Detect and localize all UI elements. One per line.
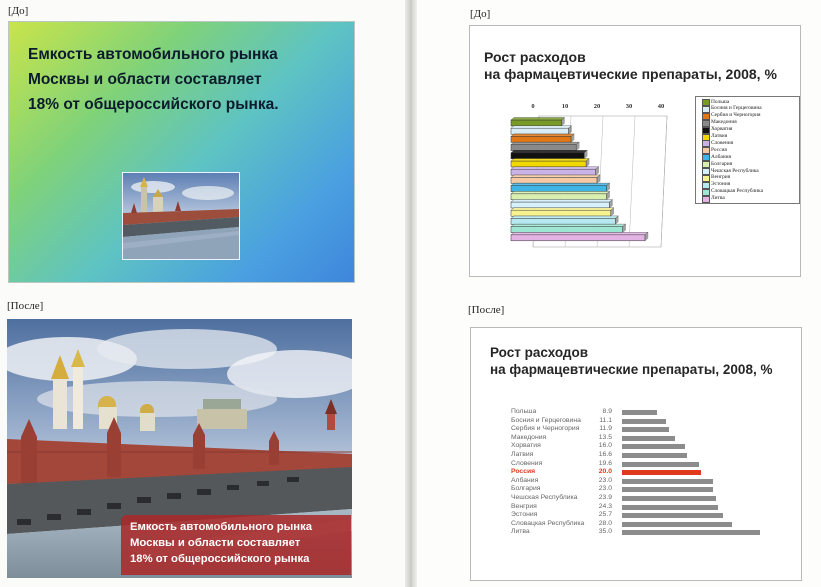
slide-after-line-2: Москвы и области составляет xyxy=(130,537,301,549)
chart-after-category-label: Македония xyxy=(511,433,547,441)
chart-before-bar xyxy=(511,216,618,225)
chart-before-legend-swatch xyxy=(702,196,710,203)
chart-before-title-line-1: Рост расходов xyxy=(484,49,586,65)
chart-after-category-label: Польша xyxy=(511,408,537,415)
chart-after-value-label: 23.9 xyxy=(598,494,612,501)
chart-after-value-label: 23.0 xyxy=(598,476,612,484)
chart-before-bar xyxy=(511,150,587,159)
chart-before-tick-label: 10 xyxy=(561,103,569,110)
chart-after-value-label: 28.0 xyxy=(598,519,612,527)
chart-before-bar xyxy=(511,208,614,217)
chart-before-legend-label: Хорватия xyxy=(711,126,733,133)
chart-after-title-line-2: на фармацевтические препараты, 2008, % xyxy=(490,362,773,377)
caption-before-right: [До] xyxy=(470,8,491,20)
kremlin-photo-small xyxy=(123,173,239,259)
kremlin-photo-small-image xyxy=(123,173,239,259)
slide-before-line-2: Москвы и области составляет xyxy=(28,71,262,88)
slide-after-line-3: 18% от общероссийского рынка xyxy=(130,553,310,565)
slide-after-line-1: Емкость автомобильного рынка xyxy=(130,521,313,533)
chart-after-category-label: Словения xyxy=(511,459,543,467)
chart-after-value-label: 16.6 xyxy=(598,451,612,458)
chart-before-bar xyxy=(511,118,564,127)
caption-after-right: [После] xyxy=(468,304,505,316)
chart-after-bar xyxy=(622,427,669,432)
chart-after-value-label: 8.9 xyxy=(602,408,612,415)
chart-after-bar xyxy=(622,436,675,441)
chart-before-legend-label: Эстония xyxy=(711,181,731,188)
chart-after-bar xyxy=(622,487,713,492)
chart-before-bar xyxy=(511,167,599,176)
chart-before-legend-label: Чешская Республика xyxy=(711,167,759,174)
caption-after-left: [После] xyxy=(7,300,44,312)
slide-before-text xyxy=(28,42,348,117)
chart-before-legend-label: Латвия xyxy=(711,133,728,139)
chart-before-bar xyxy=(511,224,626,233)
chart-after-category-label: Россия xyxy=(511,468,536,476)
chart-before-legend-label: Словения xyxy=(711,139,734,146)
chart-after-bar xyxy=(622,419,666,424)
chart-before-tick-label: 20 xyxy=(593,103,601,110)
chart-after-value-label: 24.3 xyxy=(598,502,612,510)
chart-before-tick-label: 0 xyxy=(531,103,535,110)
slide-before-line-3: 18% от общероссийского рынка. xyxy=(28,96,279,113)
chart-before-bar xyxy=(511,134,574,143)
chart-before-bar xyxy=(511,200,612,209)
caption-before-left: [До] xyxy=(8,5,29,17)
chart-before-plot xyxy=(500,96,680,256)
chart-before-legend-label: Сербия и Черногория xyxy=(711,112,761,119)
chart-before-bar xyxy=(511,232,648,241)
chart-after-value-label: 19.6 xyxy=(598,459,612,467)
chart-before-bar xyxy=(511,142,579,151)
chart-after-value-label: 35.0 xyxy=(598,528,612,536)
chart-after-bar xyxy=(622,505,718,510)
chart-after-category-label: Босния и Герцеговина xyxy=(511,416,581,424)
chart-before-legend-label: Литва xyxy=(711,195,725,202)
chart-after-category-label: Чешская Республика xyxy=(511,494,578,501)
chart-before-legend-label: Босния и Герцеговина xyxy=(711,105,762,112)
chart-after-title-line-1: Рост расходов xyxy=(490,345,589,360)
chart-after-value-label: 20.0 xyxy=(598,468,612,476)
chart-after-category-label: Сербия и Черногория xyxy=(511,425,580,433)
chart-after-value-label: 23.0 xyxy=(598,485,612,493)
chart-before-legend-label: Словацкая Республика xyxy=(711,188,763,195)
chart-after-bar xyxy=(622,410,657,415)
chart-before-title-line-2: на фармацевтические препараты, 2008, % xyxy=(484,66,777,82)
slide-before-line-1: Емкость автомобильного рынка xyxy=(28,46,278,63)
chart-before-legend-label: Польша xyxy=(711,98,730,105)
chart-after-bar xyxy=(622,470,701,475)
chart-after-value-label: 11.9 xyxy=(599,425,612,433)
chart-after-value-label: 11.1 xyxy=(599,416,612,424)
chart-after-category-label: Болгария xyxy=(511,485,541,493)
chart-after-bar xyxy=(622,496,716,501)
chart-after-bar xyxy=(622,522,732,527)
chart-after-value-label: 13.5 xyxy=(598,433,612,441)
book-gutter xyxy=(405,0,417,587)
chart-before-tick-label: 30 xyxy=(625,103,633,110)
chart-after-bar xyxy=(622,462,699,467)
chart-after-category-label: Словацкая Республика xyxy=(511,519,585,527)
chart-before-bar xyxy=(511,126,572,135)
chart-after-value-label: 16.0 xyxy=(598,442,612,450)
chart-after-category-label: Албания xyxy=(511,476,539,484)
chart-after-category-label: Хорватия xyxy=(511,442,541,450)
chart-before-legend-label: Албания xyxy=(711,153,731,160)
chart-after-category-label: Венгрия xyxy=(511,502,537,510)
chart-after-value-label: 25.7 xyxy=(598,511,612,519)
chart-before-title xyxy=(484,49,804,83)
chart-after-bar xyxy=(622,444,685,449)
chart-before-bar xyxy=(511,159,589,168)
chart-before-bar xyxy=(511,191,610,200)
slide-after-text xyxy=(130,519,352,567)
chart-before-legend-label: Россия xyxy=(711,146,727,153)
chart-after-category-label: Эстония xyxy=(511,511,538,519)
chart-after-category-label: Латвия xyxy=(511,451,534,458)
chart-after-title xyxy=(490,344,810,378)
chart-before-legend-label: Македония xyxy=(711,119,737,126)
chart-before-bar xyxy=(511,175,600,184)
chart-after-bar xyxy=(622,453,687,458)
chart-after-category-label: Литва xyxy=(511,528,530,536)
chart-after-bar xyxy=(622,479,713,484)
chart-before-tick-label: 40 xyxy=(657,103,665,110)
chart-after-bar xyxy=(622,530,760,535)
chart-before-legend-label: Венгрия xyxy=(711,174,731,181)
chart-after-bar xyxy=(622,513,723,518)
chart-before-bar xyxy=(511,183,610,192)
chart-before-legend-label: Болгария xyxy=(711,160,733,167)
